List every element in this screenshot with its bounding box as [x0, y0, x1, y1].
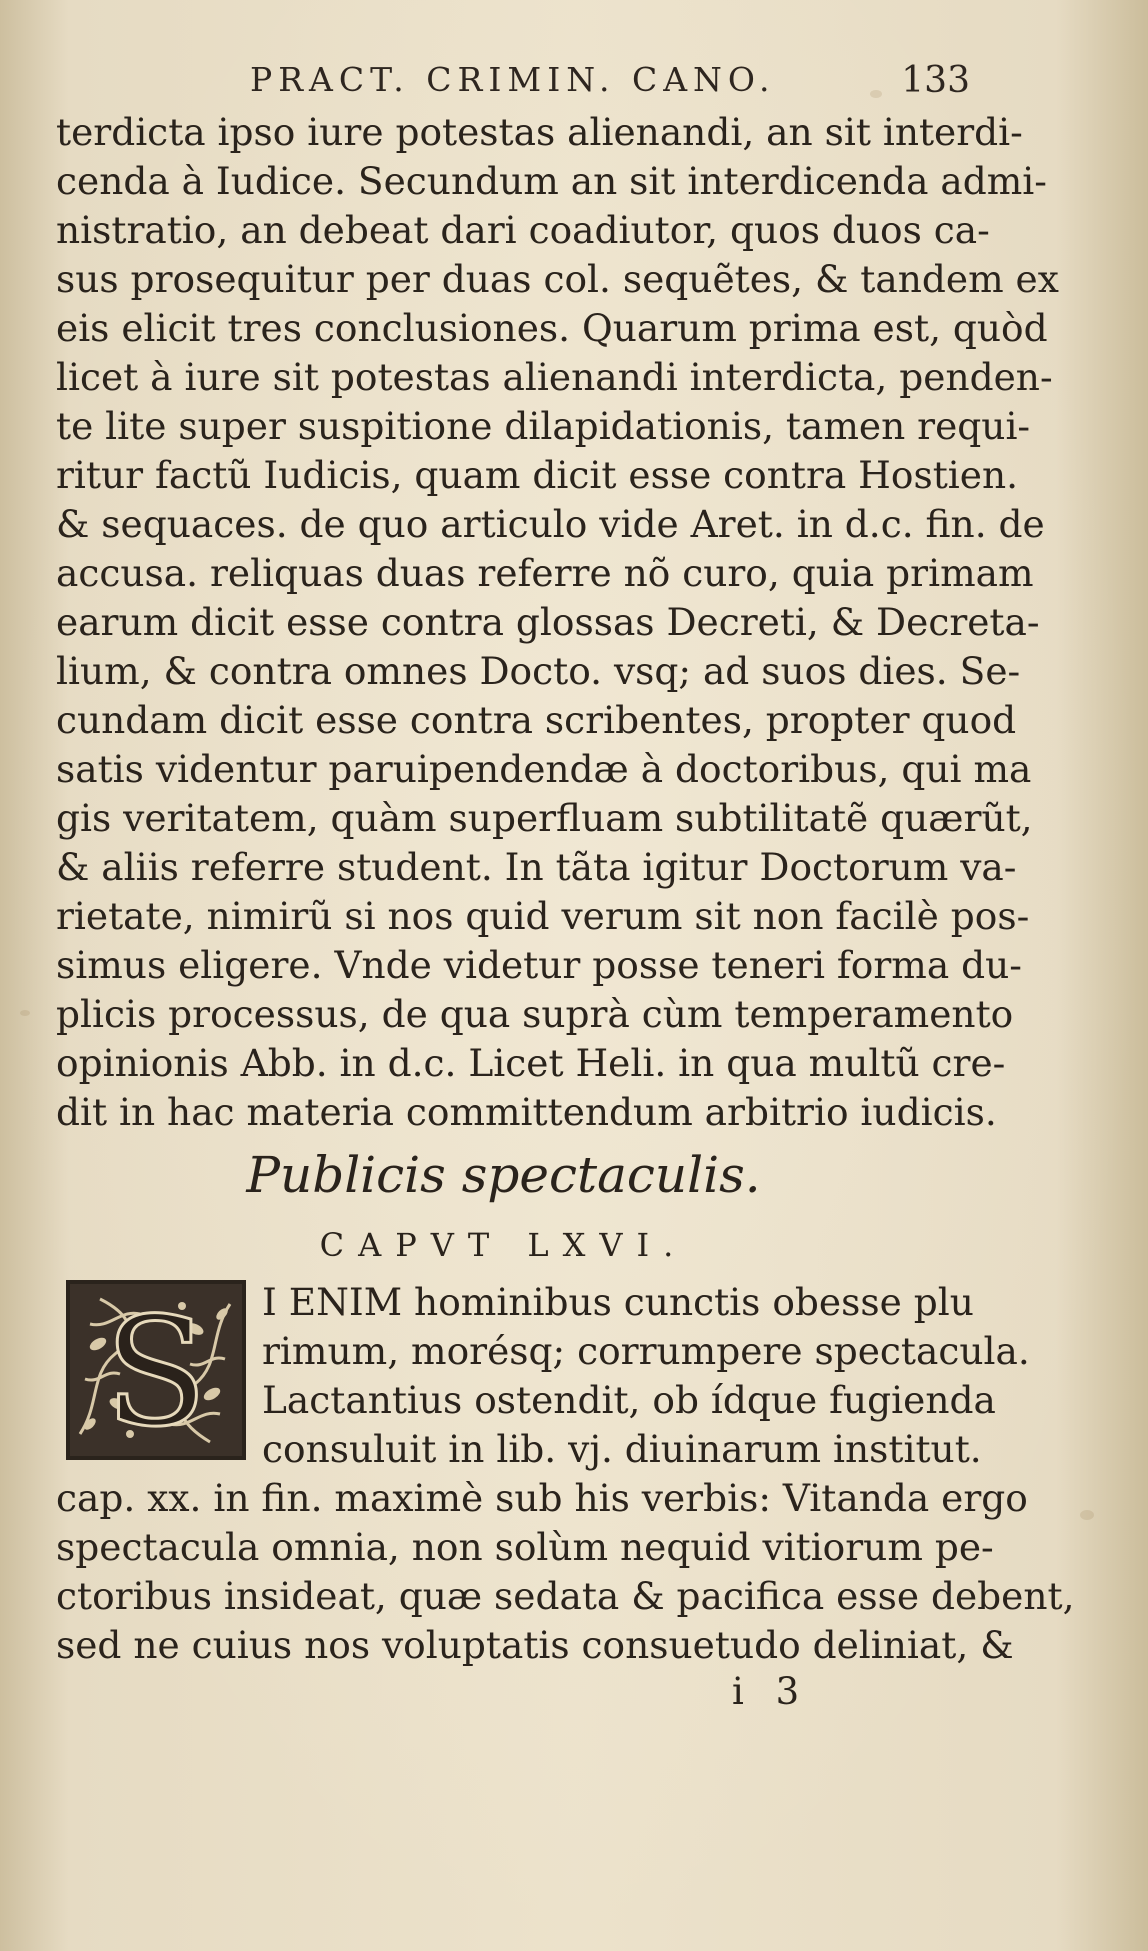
paper-stain	[20, 1010, 30, 1016]
text-line: lium, & contra omnes Docto. vsq; ad suos dies. Se-	[56, 649, 1021, 693]
text-line: plicis processus, de qua suprà cùm temperamento	[56, 992, 1014, 1036]
paper-stain	[1080, 1510, 1094, 1520]
text-line: rietate, nimirũ si nos quid verum sit non facilè pos-	[56, 894, 1030, 938]
text-line: opinionis Abb. in d.c. Licet Heli. in qua multũ cre-	[56, 1041, 1006, 1085]
drop-cap-letter: S	[104, 1286, 208, 1460]
text-line: simus eligere. Vnde videtur posse teneri forma du-	[56, 943, 1022, 987]
text-line: dit in hac materia committendum arbitrio iudicis.	[56, 1090, 997, 1134]
text-line: cenda à Iudice. Secundum an sit interdicenda admi-	[56, 159, 1047, 203]
text-line: & sequaces. de quo articulo vide Aret. in d.c. fin. de	[56, 502, 1045, 546]
text-line: terdicta ipso iure potestas alienandi, an sit interdi-	[56, 110, 1023, 154]
text-line: sus prosequitur per duas col. sequẽtes, & tandem ex	[56, 257, 1059, 301]
text-line: spectacula omnia, non solùm nequid vitiorum pe-	[56, 1525, 994, 1569]
chapter-opening-lines	[262, 1278, 1030, 1474]
folio-number: 133	[901, 60, 970, 101]
ornamental-vine-icon	[70, 1284, 242, 1460]
text-line: & aliis referre student. In tãta igitur Doctorum va-	[56, 845, 1017, 889]
running-title: PRACT. CRIMIN. CANO.	[250, 60, 776, 99]
text-line: gis veritatem, quàm superfluam subtilitatẽ quærũt,	[56, 796, 1033, 840]
text-line: accusa. reliquas duas referre nõ curo, quia primam	[56, 551, 1034, 595]
signature-mark: i 3	[732, 1670, 810, 1713]
text-line: consuluit in lib. vj. diuinarum institut.	[262, 1427, 982, 1471]
text-line: eis elicit tres conclusiones. Quarum prima est, quòd	[56, 306, 1048, 350]
text-line: satis videntur paruipendendæ à doctoribus, qui ma	[56, 747, 1032, 791]
text-line: nistratio, an debeat dari coadiutor, quos duos ca-	[56, 208, 990, 252]
text-line: Lactantius ostendit, ob ídque fugienda	[262, 1378, 996, 1422]
main-paragraph	[56, 108, 1059, 1137]
section-heading: Publicis spectaculis.	[246, 1146, 761, 1204]
text-line: ctoribus insideat, quæ sedata & pacifica esse debent,	[56, 1574, 1075, 1618]
text-line: sed ne cuius nos voluptatis consuetudo deliniat, &	[56, 1623, 1014, 1667]
drop-cap-initial	[66, 1280, 246, 1460]
text-line: earum dicit esse contra glossas Decreti, & Decreta-	[56, 600, 1040, 644]
page-header	[250, 60, 970, 100]
text-line: ritur factũ Iudicis, quam dicit esse contra Hostien.	[56, 453, 1019, 497]
text-line: te lite super suspitione dilapidationis, tamen requi-	[56, 404, 1031, 448]
chapter-body-lines	[56, 1474, 1075, 1670]
text-line: cap. xx. in fin. maximè sub his verbis: Vitanda ergo	[56, 1476, 1028, 1520]
text-line: licet à iure sit potestas alienandi interdicta, penden-	[56, 355, 1053, 399]
chapter-title: CAPVT LXVI.	[319, 1226, 688, 1264]
text-line: rimum, morésq; corrumpere spectacula.	[262, 1329, 1030, 1373]
text-line: cundam dicit esse contra scribentes, propter quod	[56, 698, 1017, 742]
text-line: I ENIM hominibus cunctis obesse plu	[262, 1280, 974, 1324]
